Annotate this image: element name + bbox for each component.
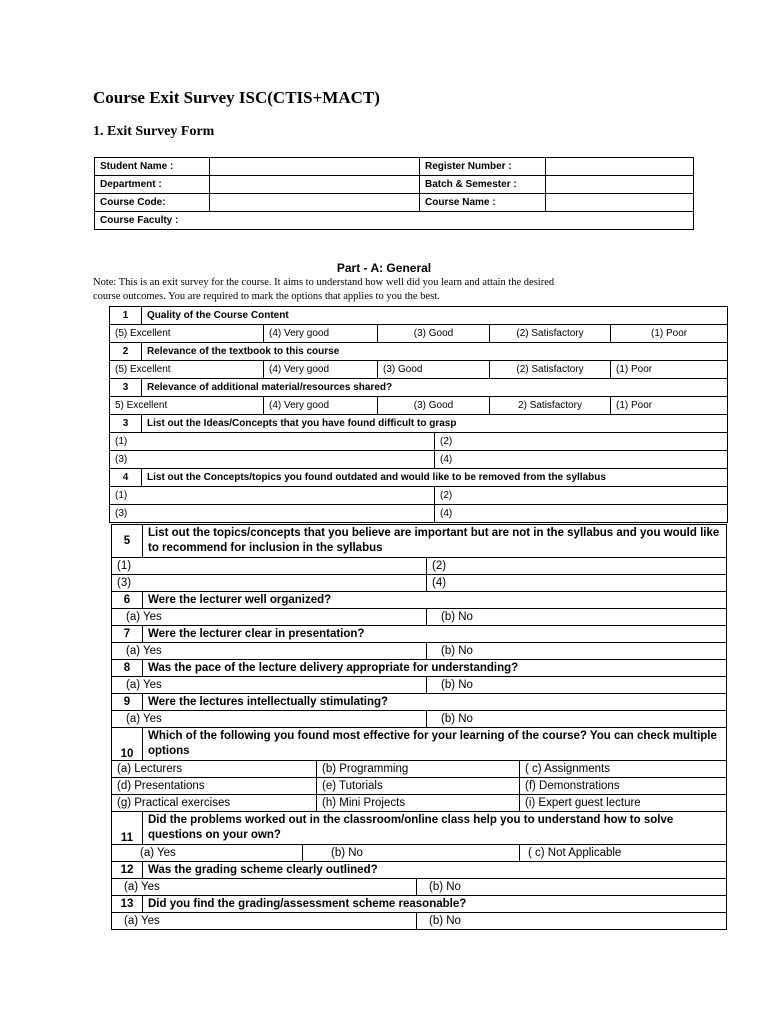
question-text: Were the lectures intellectually stimulating? [143, 694, 727, 711]
option-programming[interactable]: (b) Programming [317, 761, 520, 778]
option-satisfactory[interactable]: (2) Satisfactory [490, 325, 611, 343]
course-faculty-label[interactable]: Course Faculty : [95, 212, 694, 230]
option-row [112, 643, 727, 660]
question-number: 3 [110, 379, 142, 397]
option-good[interactable]: (3) Good [378, 361, 490, 379]
option-mini-projects[interactable]: (h) Mini Projects [317, 795, 520, 812]
batch-semester-label: Batch & Semester : [420, 176, 546, 194]
option-expert-guest-lecture[interactable]: (i) Expert guest lecture [520, 795, 727, 812]
option-excellent[interactable]: (5) Excellent [110, 361, 264, 379]
answer-slot[interactable]: (1) [110, 433, 435, 451]
course-code-field[interactable] [210, 194, 420, 212]
question-number: 11 [112, 812, 143, 845]
option-row [112, 711, 727, 728]
option-good[interactable]: (3) Good [378, 325, 490, 343]
option-yes[interactable]: (a) Yes [112, 643, 427, 660]
option-satisfactory[interactable]: (2) Satisfactory [490, 361, 611, 379]
question-text: Were the lecturer clear in presentation? [143, 626, 727, 643]
answer-slot[interactable]: (2) [435, 487, 728, 505]
question-text: Did you find the grading/assessment scheme reasonable? [143, 896, 727, 913]
question-number: 13 [112, 896, 143, 913]
question-row [112, 626, 727, 643]
question-row [112, 694, 727, 711]
option-row [110, 397, 728, 415]
note-line-1: Note: This is an exit survey for the course. It aims to understand how well did you learn and attain the desired [93, 277, 555, 288]
option-practical-exercises[interactable]: (g) Practical exercises [112, 795, 317, 812]
question-text: Was the pace of the lecture delivery appropriate for understanding? [143, 660, 727, 677]
option-not-applicable[interactable]: ( c) Not Applicable [520, 845, 727, 862]
note-line-2: course outcomes. You are required to mark the options that applies to you the best. [93, 291, 440, 302]
answer-row [110, 487, 728, 505]
question-number: 8 [112, 660, 143, 677]
question-row [110, 469, 728, 487]
question-number: 7 [112, 626, 143, 643]
option-no[interactable]: (b) No [427, 677, 727, 694]
question-row [112, 592, 727, 609]
answer-slot[interactable]: (3) [110, 505, 435, 523]
question-row [112, 896, 727, 913]
question-number: 12 [112, 862, 143, 879]
option-very-good[interactable]: (4) Very good [264, 397, 378, 415]
questions-table-1 [109, 306, 728, 523]
question-number: 9 [112, 694, 143, 711]
part-a-heading: Part - A: General [336, 261, 432, 275]
question-text: Were the lecturer well organized? [143, 592, 727, 609]
option-yes[interactable]: (a) Yes [112, 677, 427, 694]
section-title: 1. Exit Survey Form [93, 124, 215, 139]
option-row [110, 361, 728, 379]
option-very-good[interactable]: (4) Very good [264, 325, 378, 343]
option-row [112, 778, 727, 795]
question-text: Quality of the Course Content [142, 307, 728, 325]
option-assignments[interactable]: ( c) Assignments [520, 761, 727, 778]
option-excellent[interactable]: 5) Excellent [110, 397, 264, 415]
question-number: 5 [112, 525, 143, 558]
question-text: Relevance of the textbook to this course [142, 343, 728, 361]
option-yes[interactable]: (a) Yes [112, 845, 303, 862]
option-presentations[interactable]: (d) Presentations [112, 778, 317, 795]
question-text: List out the Ideas/Concepts that you have found difficult to grasp [142, 415, 728, 433]
answer-slot[interactable]: (4) [427, 575, 727, 592]
question-number: 4 [110, 469, 142, 487]
answer-slot[interactable]: (2) [435, 433, 728, 451]
answer-slot[interactable]: (1) [112, 558, 427, 575]
question-text: Which of the following you found most effective for your learning of the course? You can check multiple options [143, 728, 727, 761]
option-row [112, 677, 727, 694]
option-row [110, 325, 728, 343]
option-very-good[interactable]: (4) Very good [264, 361, 378, 379]
department-field[interactable] [210, 176, 420, 194]
course-code-label: Course Code: [95, 194, 210, 212]
register-number-field[interactable] [546, 158, 694, 176]
option-satisfactory[interactable]: 2) Satisfactory [490, 397, 611, 415]
option-demonstrations[interactable]: (f) Demonstrations [520, 778, 727, 795]
answer-row [110, 451, 728, 469]
answer-slot[interactable]: (4) [435, 451, 728, 469]
option-row [112, 913, 727, 930]
question-row [112, 660, 727, 677]
question-row [110, 343, 728, 361]
option-row [112, 879, 727, 896]
option-yes[interactable]: (a) Yes [112, 913, 417, 930]
question-text: Was the grading scheme clearly outlined? [143, 862, 727, 879]
question-text: List out the Concepts/topics you found outdated and would like to be removed from the syllabus [142, 469, 728, 487]
answer-slot[interactable]: (2) [427, 558, 727, 575]
option-no[interactable]: (b) No [427, 609, 727, 626]
option-yes[interactable]: (a) Yes [112, 879, 417, 896]
student-name-field[interactable] [210, 158, 420, 176]
answer-row [112, 575, 727, 592]
option-yes[interactable]: (a) Yes [112, 711, 427, 728]
answer-slot[interactable]: (4) [435, 505, 728, 523]
answer-slot[interactable]: (3) [112, 575, 427, 592]
course-name-label: Course Name : [420, 194, 546, 212]
department-label: Department : [95, 176, 210, 194]
option-row [112, 795, 727, 812]
question-row [110, 379, 728, 397]
option-no[interactable]: (b) No [417, 913, 727, 930]
option-lecturers[interactable]: (a) Lecturers [112, 761, 317, 778]
question-text: List out the topics/concepts that you believe are important but are not in the syllabus and you would like to recommend for inclusion in the syllabus [143, 525, 727, 558]
question-row [112, 862, 727, 879]
answer-slot[interactable]: (3) [110, 451, 435, 469]
question-row [110, 307, 728, 325]
batch-semester-field[interactable] [546, 176, 694, 194]
questions-table-2 [111, 524, 727, 930]
option-poor[interactable]: (1) Poor [611, 397, 728, 415]
register-number-label: Register Number : [420, 158, 546, 176]
option-yes[interactable]: (a) Yes [112, 609, 427, 626]
question-number: 10 [112, 728, 143, 761]
question-number: 2 [110, 343, 142, 361]
answer-row [110, 433, 728, 451]
page-title: Course Exit Survey ISC(CTIS+MACT) [93, 88, 380, 107]
student-name-label: Student Name : [95, 158, 210, 176]
option-poor[interactable]: (1) Poor [611, 361, 728, 379]
course-name-field[interactable] [546, 194, 694, 212]
option-no[interactable]: (b) No [417, 879, 727, 896]
option-poor[interactable]: (1) Poor [611, 325, 728, 343]
question-row [110, 415, 728, 433]
option-no[interactable]: (b) No [427, 711, 727, 728]
question-number: 3 [110, 415, 142, 433]
option-row [112, 761, 727, 778]
option-no[interactable]: (b) No [303, 845, 520, 862]
answer-row [110, 505, 728, 523]
option-good[interactable]: (3) Good [378, 397, 490, 415]
question-number: 6 [112, 592, 143, 609]
answer-row [112, 558, 727, 575]
student-info-table [94, 157, 694, 230]
option-no[interactable]: (b) No [427, 643, 727, 660]
answer-slot[interactable]: (1) [110, 487, 435, 505]
option-row [112, 845, 727, 862]
question-text: Did the problems worked out in the classroom/online class help you to understand how to solve questions on your own? [143, 812, 727, 845]
question-number: 1 [110, 307, 142, 325]
question-row [112, 525, 727, 558]
option-excellent[interactable]: (5) Excellent [110, 325, 264, 343]
question-text: Relevance of additional material/resources shared? [142, 379, 728, 397]
option-row [112, 609, 727, 626]
survey-note [93, 276, 693, 304]
question-row [112, 728, 727, 761]
question-row [112, 812, 727, 845]
option-tutorials[interactable]: (e) Tutorials [317, 778, 520, 795]
